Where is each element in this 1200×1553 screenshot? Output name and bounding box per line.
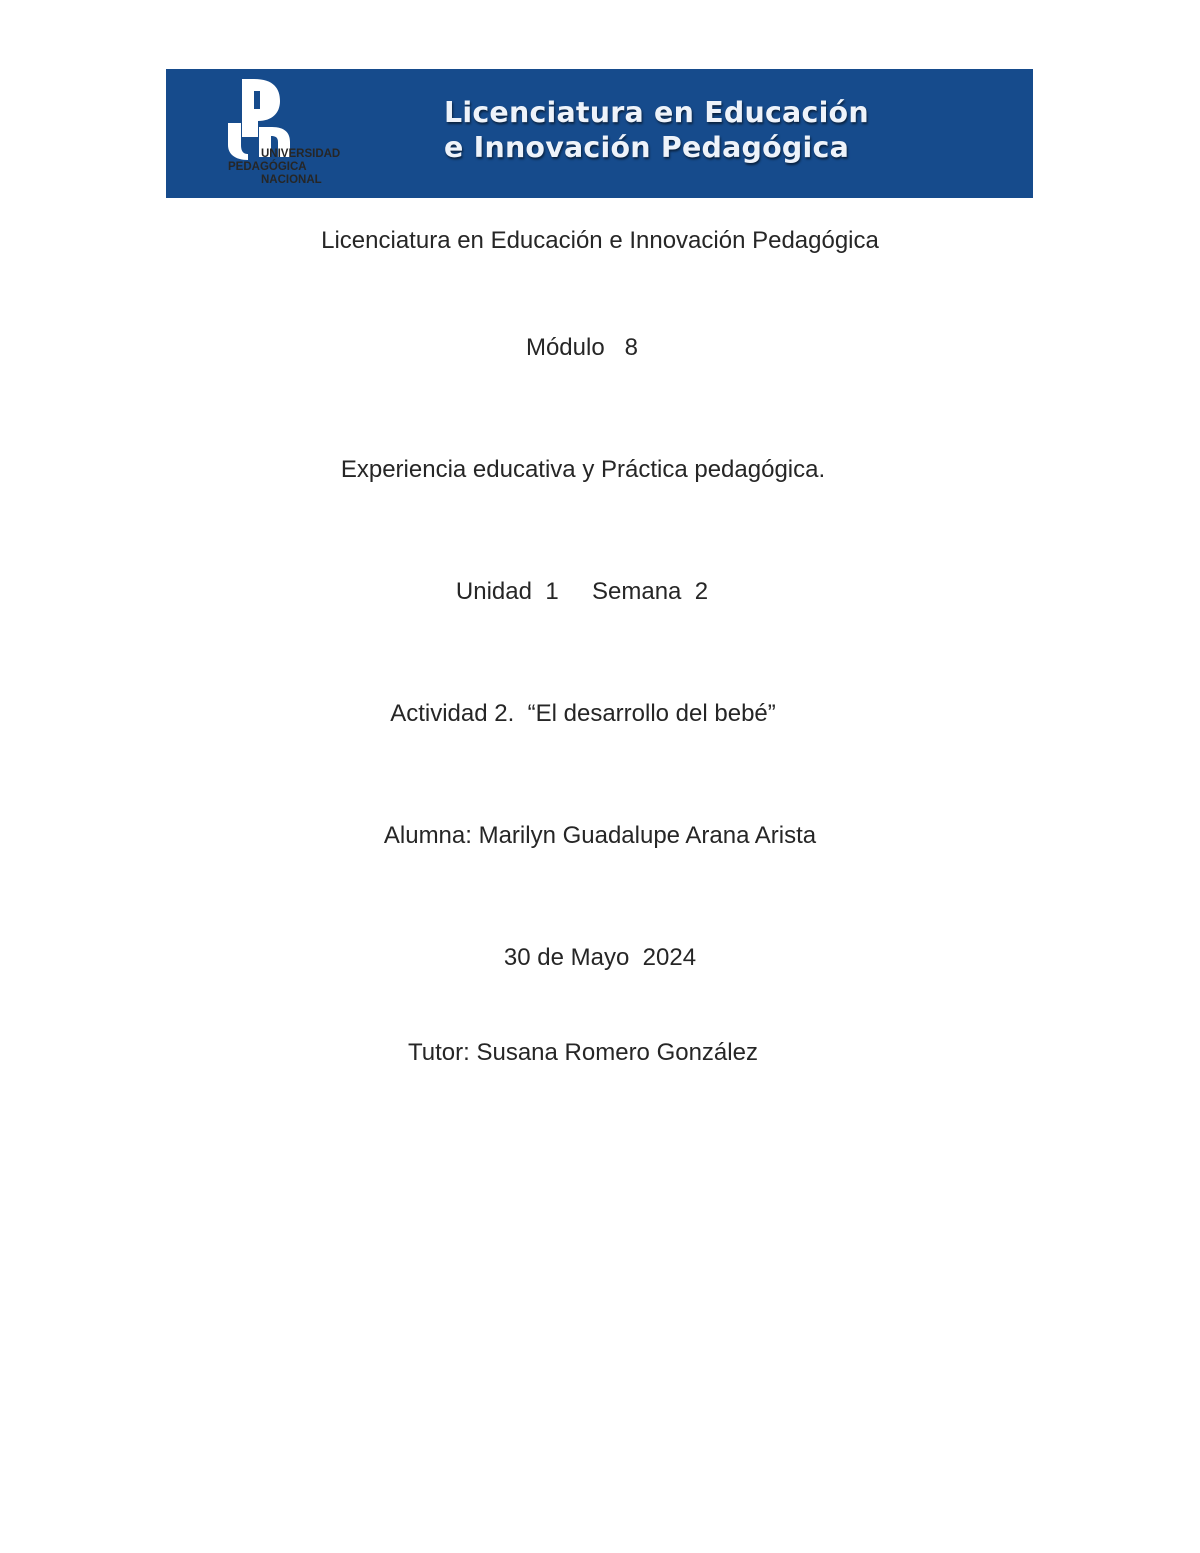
banner-title — [444, 95, 869, 165]
header-banner — [166, 69, 1033, 198]
student-name: Alumna: Marilyn Guadalupe Arana Arista — [383, 822, 817, 849]
submission-date: 30 de Mayo 2024 — [503, 944, 697, 971]
activity-title: Actividad 2. “El desarrollo del bebé” — [390, 700, 776, 727]
logo-text-line-2: PEDAGÓGICA — [228, 161, 307, 173]
logo-text-line-1: UNIVERSIDAD — [261, 148, 341, 160]
module-number: Módulo 8 — [525, 334, 639, 361]
upn-logo-icon — [228, 79, 358, 191]
program-name: Licenciatura en Educación e Innovación Pedagógica — [321, 227, 879, 254]
course-title: Experiencia educativa y Práctica pedagógica. — [340, 456, 826, 483]
tutor-name: Tutor: Susana Romero González — [408, 1039, 758, 1066]
logo-text-line-3: NACIONAL — [261, 174, 322, 186]
banner-title-line-1: Licenciatura en Educación — [444, 96, 869, 129]
unit-week: Unidad 1 Semana 2 — [455, 578, 709, 605]
banner-title-line-2: e Innovación Pedagógica — [444, 131, 850, 164]
